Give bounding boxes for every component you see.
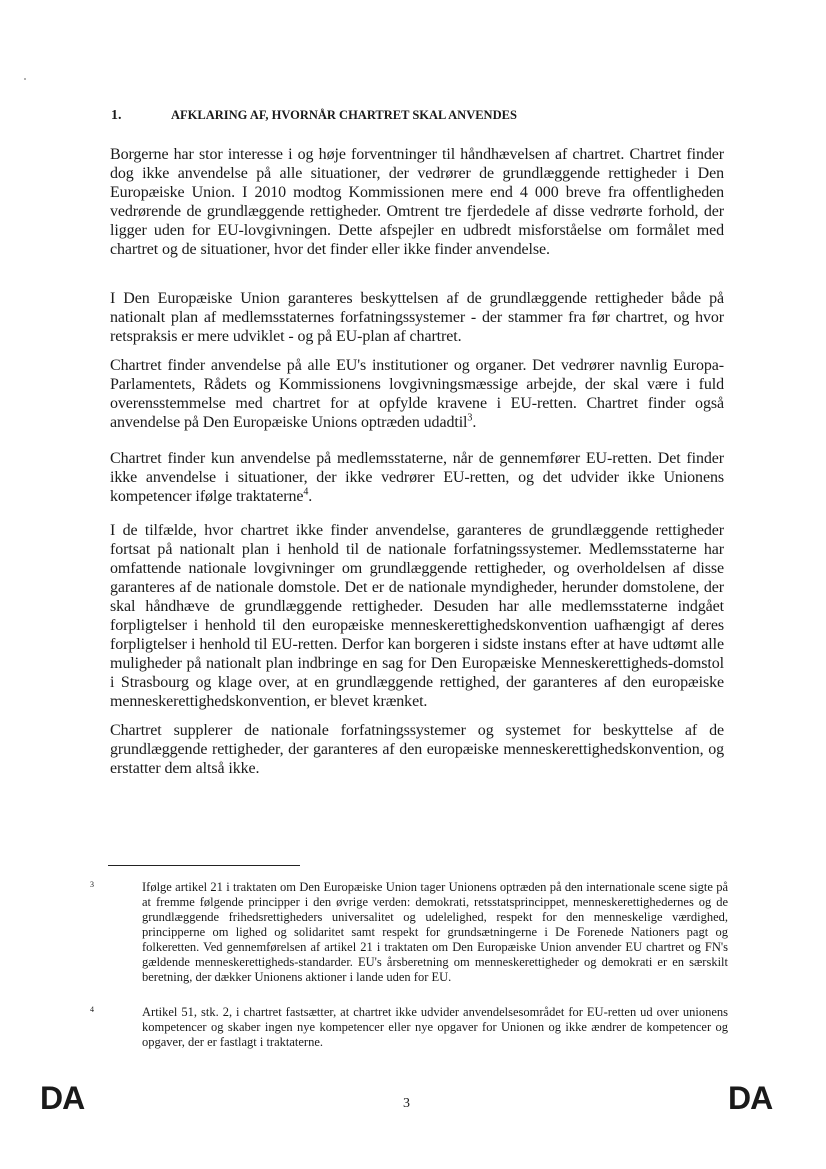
footnote-mark: 3 [90,880,94,889]
section-number: 1. [111,108,122,123]
footnote-ref-3[interactable]: 3 [467,412,473,424]
language-code-right: DA [728,1080,773,1116]
scan-speck [24,78,26,80]
paragraph-4 [110,449,724,506]
footnote-text: Ifølge artikel 21 i traktaten om Den Europæiske Union tager Unionens optræden på den internationale scene sigte på at fremme følgende principper i den øvrige verden: demokrati, retsstatsprincippet, menneskerettighedernes og de grundlæggende frihedsrettigheders universalitet og udelelighed, respekt for den menneskelige værdighed, principperne om lighed og solidaritet samt respekt for grundsætningerne i De Forenede Nationers pagt og folkeretten. Ved gennemførelsen af artikel 21 i traktaten om Den Europæiske Union anvender EU chartret og FN's gældende menneskerettigheds-standarder. EU's årsberetning om menneskerettigheder og demokrati er en særskilt beretning, der dækker Unionens aktioner i lande uden for EU. [142,880,728,984]
paragraph-6 [110,721,724,778]
paragraph-text: Borgerne har stor interesse i og høje forventninger til håndhævelsen af chartret. Chartret finder dog ikke anvendelse på alle situationer, der vedrører de grundlæggende rettigheder i Den Europæiske Union. I 2010 modtog Kommissionen mere end 4 000 breve fra offentligheden vedrørende de grundlæggende rettigheder. Omtrent tre fjerdedele af disse vedrørte forhold, der ligger uden for EU-lovgivningen. Dette afspejler en udbredt misforståelse om formålet med chartret og de situationer, hvor det finder eller ikke finder anvendelse. [110,146,724,258]
paragraph-tail: . [308,488,313,505]
paragraph-2 [110,289,724,346]
footnote-separator [108,865,300,866]
footnote-mark: 4 [90,1005,94,1014]
footnote-3 [90,880,728,985]
paragraph-1 [110,145,724,259]
paragraph-text: I Den Europæiske Union garanteres beskyttelsen af de grundlæggende rettigheder både på nationalt plan af medlemsstaternes forfatningssystemer - der stammer fra før chartret, og hvor retspraksis er mere udviklet - og på EU-plan af chartret. [110,290,724,345]
footnote-ref-4[interactable]: 4 [303,486,309,498]
paragraph-text: Chartret finder anvendelse på alle EU's institutioner og organer. Det vedrører navnlig Europa-Parlamentets, Rådets og Kommissionens lovgivningsmæssige arbejde, der skal være i fuld overensstemmelse med chartret for at opfylde kravene i EU-retten. Chartret finder også anvendelse på Den Europæiske Unions optræden udadtil [110,357,724,431]
page-number: 3 [403,1096,410,1111]
paragraph-text: Chartret finder kun anvendelse på medlemsstaterne, når de gennemfører EU-retten. Det finder ikke anvendelse i situationer, der ikke vedrører EU-retten, og det udvider ikke Unionens kompetencer ifølge traktaterne [110,450,724,505]
section-title: AFKLARING AF, HVORNÅR CHARTRET SKAL ANVENDES [171,108,517,122]
section-heading [111,108,731,124]
paragraph-text: Chartret supplerer de nationale forfatningssystemer og systemet for beskyttelse af de grundlæggende rettigheder, der garanteres af den europæiske menneskerettighedskonvention, og erstatter dem altså ikke. [110,722,724,777]
paragraph-3 [110,356,724,432]
paragraph-5 [110,521,724,711]
language-code-left: DA [40,1080,85,1116]
paragraph-text: I de tilfælde, hvor chartret ikke finder anvendelse, garanteres de grundlæggende rettigheder fortsat på nationalt plan i henhold til de nationale forfatningssystemer. Medlemsstaterne har omfattende nationale lovgivninger om grundlæggende rettigheder, og overholdelsen af disse garanteres af de nationale domstole. Det er de nationale myndigheder, herunder domstolene, der skal håndhæve de grundlæggende rettigheder. Desuden har alle medlemsstaterne indgået forpligtelser i henhold til den europæiske menneskerettighedskonvention uafhængigt af deres forpligtelser i henhold til EU-retten. Derfor kan borgeren i sidste instans efter at have udtømt alle muligheder på nationalt plan indbringe en sag for Den Europæiske Menneskerettigheds-domstol i Strasbourg og klage over, at en grundlæggende rettighed, der garanteres af den europæiske menneskerettighedskonvention, er blevet krænket. [110,522,724,710]
footnote-4 [90,1005,728,1050]
footnote-text: Artikel 51, stk. 2, i chartret fastsætter, at chartret ikke udvider anvendelsesområdet for EU-retten ud over unionens kompetencer og skaber ingen nye kompetencer eller nye opgaver for Unionen og ikke ændrer de kompetencer og opgaver, der er fastlagt i traktaterne. [142,1005,728,1049]
paragraph-tail: . [472,414,477,431]
